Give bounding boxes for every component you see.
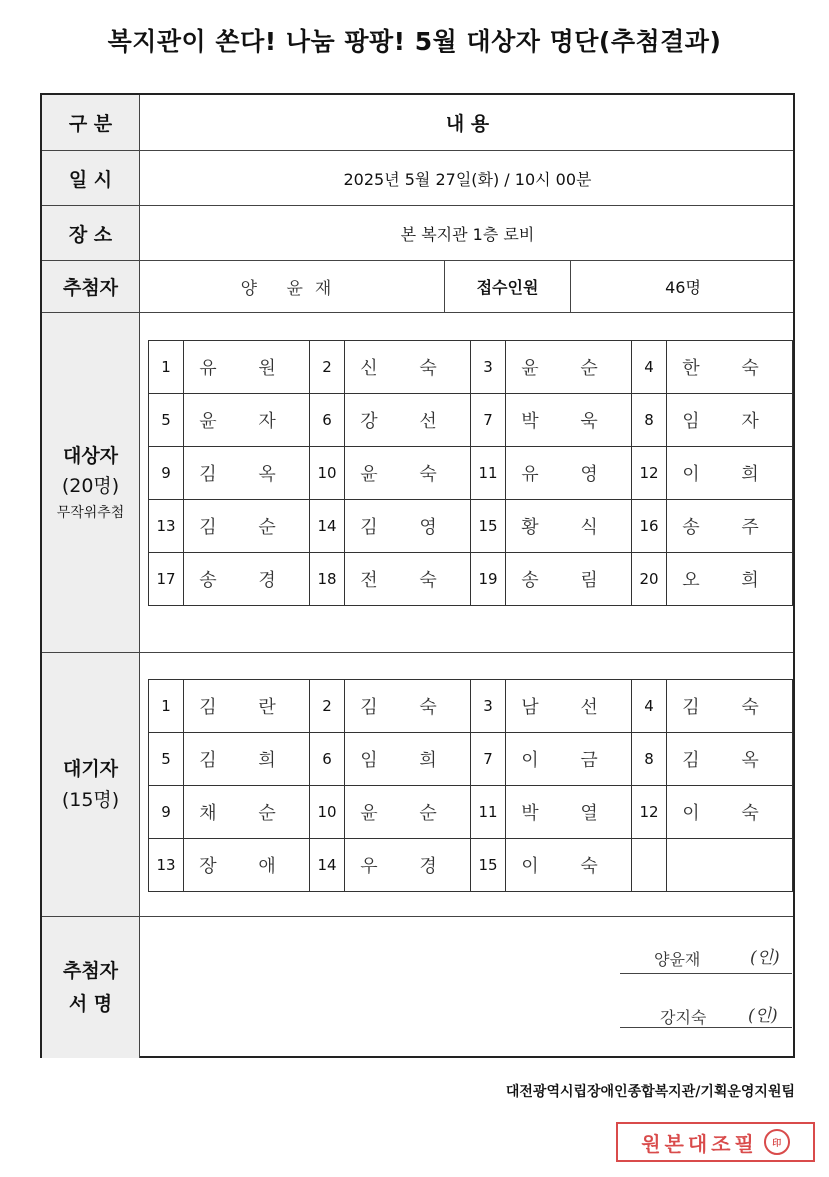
entry-number: 2 <box>310 680 345 733</box>
entry-name: 장 애 <box>184 839 310 892</box>
signer1-signature: (인) <box>750 948 780 968</box>
table-row <box>149 394 793 447</box>
entry-number: 16 <box>632 500 667 553</box>
entry-name: 채 순 <box>184 786 310 839</box>
count-value: 46명 <box>665 278 701 297</box>
entry-number: 7 <box>471 394 506 447</box>
entry-name: 송 림 <box>506 553 632 606</box>
entry-name: 전 숙 <box>345 553 471 606</box>
table-row <box>149 786 793 839</box>
entry-name: 김 란 <box>184 680 310 733</box>
header-label: 구 분 <box>42 95 139 150</box>
entry-number: 15 <box>471 500 506 553</box>
entry-number: 17 <box>149 553 184 606</box>
entry-number: 2 <box>310 341 345 394</box>
entry-name: 유 원 <box>184 341 310 394</box>
entry-number: 1 <box>149 680 184 733</box>
entry-number: 5 <box>149 394 184 447</box>
entry-name: 황 식 <box>506 500 632 553</box>
signature-label-title: 추첨자 <box>62 960 119 983</box>
entry-name: 김 옥 <box>667 733 793 786</box>
selected-label-title: 대상자 <box>62 444 119 467</box>
entry-number: 19 <box>471 553 506 606</box>
entry-name: 이 숙 <box>506 839 632 892</box>
signer2-name: 강지숙 <box>660 1008 707 1027</box>
entry-number: 13 <box>149 839 184 892</box>
results-form <box>40 93 795 1058</box>
table-row <box>149 553 793 606</box>
certified-copy-stamp <box>616 1122 815 1162</box>
entry-name: 윤 순 <box>345 786 471 839</box>
entry-number: 5 <box>149 733 184 786</box>
table-row <box>149 447 793 500</box>
drawer-label: 추첨자 <box>42 261 139 312</box>
entry-name: 김 숙 <box>345 680 471 733</box>
entry-name: 윤 자 <box>184 394 310 447</box>
entry-name: 신 숙 <box>345 341 471 394</box>
seal-icon: 印 <box>764 1129 790 1155</box>
signature-label <box>42 917 139 1058</box>
footer-org: 대전광역시립장애인종합복지관/기획운영지원팀 <box>505 1084 795 1100</box>
waiting-label-count: (15명) <box>61 788 120 811</box>
entry-name: 송 경 <box>184 553 310 606</box>
entry-number: 13 <box>149 500 184 553</box>
entry-number: 18 <box>310 553 345 606</box>
entry-name: 이 희 <box>667 447 793 500</box>
entry-name: 송 주 <box>667 500 793 553</box>
place-label: 장 소 <box>42 206 139 260</box>
stamp-text: 원본대조필 <box>641 1131 758 1156</box>
table-row <box>149 500 793 553</box>
entry-number: 11 <box>471 447 506 500</box>
header-content: 내 용 <box>445 113 490 135</box>
entry-number: 3 <box>471 341 506 394</box>
entry-name: 박 욱 <box>506 394 632 447</box>
entry-number: 6 <box>310 394 345 447</box>
selected-label-method: 무작위추첨 <box>56 504 125 521</box>
entry-number: 20 <box>632 553 667 606</box>
entry-name: 남 선 <box>506 680 632 733</box>
entry-name: 유 영 <box>506 447 632 500</box>
table-row <box>149 341 793 394</box>
entry-number: 12 <box>632 786 667 839</box>
signature-label-sub: 서 명 <box>68 992 113 1015</box>
entry-number: 14 <box>310 500 345 553</box>
entry-name: 이 숙 <box>667 786 793 839</box>
waiting-label-title: 대기자 <box>62 758 119 781</box>
entry-number: 10 <box>310 786 345 839</box>
table-row <box>149 733 793 786</box>
entry-name: 김 숙 <box>667 680 793 733</box>
entry-number: 3 <box>471 680 506 733</box>
entry-number: 15 <box>471 839 506 892</box>
selected-label <box>42 313 139 652</box>
drawer-name: 양 윤재 <box>240 279 344 299</box>
entry-number: 9 <box>149 786 184 839</box>
selected-label-count: (20명) <box>61 475 120 498</box>
datetime-label: 일 시 <box>42 151 139 205</box>
entry-name: 박 열 <box>506 786 632 839</box>
selected-table <box>148 340 793 606</box>
table-row <box>149 839 793 892</box>
document-title: 복지관이 쏜다! 나눔 팡팡! 5월 대상자 명단(추첨결과) <box>107 27 722 56</box>
signer2-signature: (인) <box>748 1006 778 1026</box>
entry-name: 윤 순 <box>506 341 632 394</box>
waiting-table <box>148 679 793 892</box>
entry-name: 임 희 <box>345 733 471 786</box>
entry-number: 1 <box>149 341 184 394</box>
signer1-name: 양윤재 <box>654 950 701 969</box>
entry-number: 4 <box>632 341 667 394</box>
entry-number: 10 <box>310 447 345 500</box>
entry-name: 임 자 <box>667 394 793 447</box>
entry-number: 8 <box>632 733 667 786</box>
table-row <box>149 680 793 733</box>
entry-name: 김 영 <box>345 500 471 553</box>
place-value: 본 복지관 1층 로비 <box>400 224 535 244</box>
entry-name: 우 경 <box>345 839 471 892</box>
entry-name: 이 금 <box>506 733 632 786</box>
entry-number <box>632 839 667 892</box>
entry-name: 김 희 <box>184 733 310 786</box>
datetime-value: 2025년 5월 27일(화) / 10시 00분 <box>343 169 592 189</box>
count-label: 접수인원 <box>476 278 539 297</box>
entry-number: 14 <box>310 839 345 892</box>
entry-number: 8 <box>632 394 667 447</box>
entry-name: 김 순 <box>184 500 310 553</box>
entry-name <box>667 839 793 892</box>
entry-name: 김 옥 <box>184 447 310 500</box>
entry-name: 한 숙 <box>667 341 793 394</box>
entry-number: 11 <box>471 786 506 839</box>
entry-number: 4 <box>632 680 667 733</box>
entry-number: 9 <box>149 447 184 500</box>
entry-name: 윤 숙 <box>345 447 471 500</box>
entry-number: 6 <box>310 733 345 786</box>
waiting-label <box>42 653 139 916</box>
entry-name: 오 희 <box>667 553 793 606</box>
entry-number: 12 <box>632 447 667 500</box>
entry-number: 7 <box>471 733 506 786</box>
entry-name: 강 선 <box>345 394 471 447</box>
